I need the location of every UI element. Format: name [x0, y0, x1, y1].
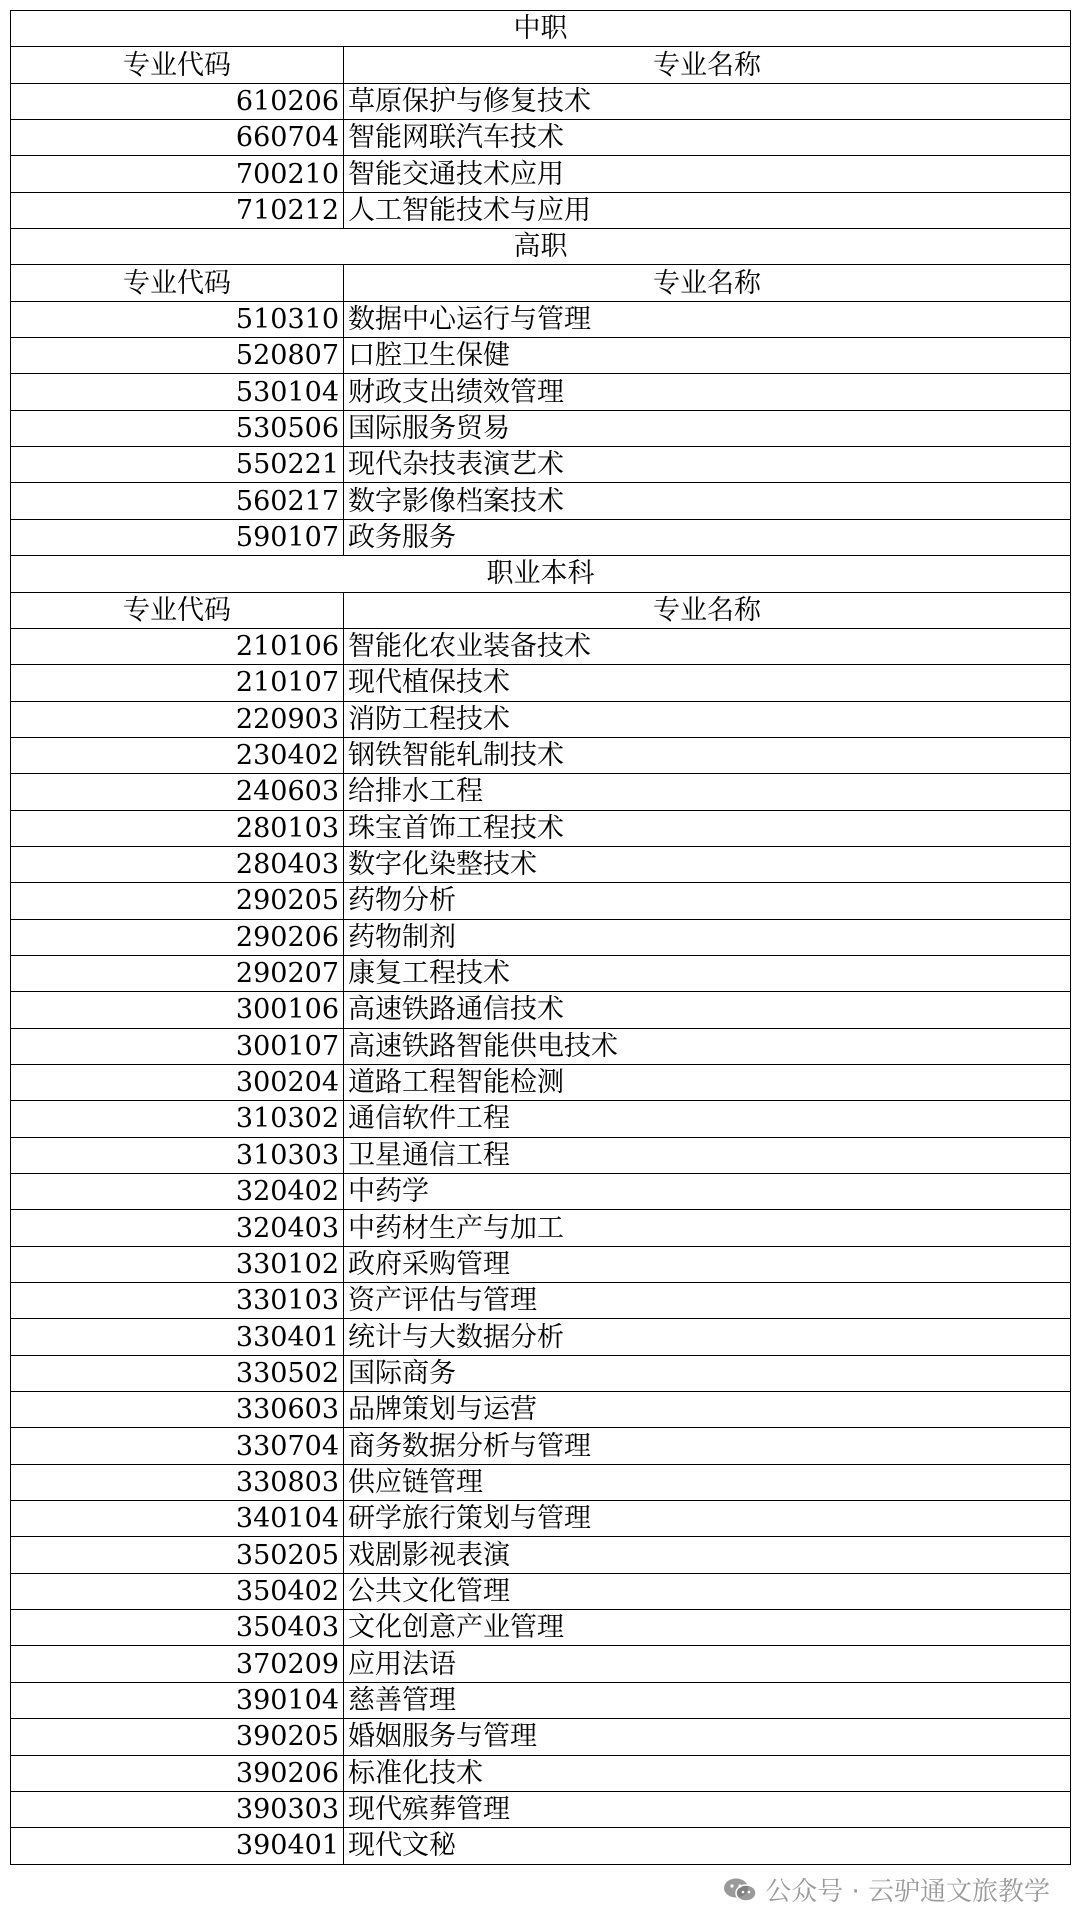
major-code: 350403	[11, 1610, 344, 1646]
table-row	[11, 519, 1071, 555]
table-row	[11, 1646, 1071, 1682]
major-name: 中药材生产与加工	[344, 1210, 1071, 1246]
major-name: 婚姻服务与管理	[344, 1719, 1071, 1755]
table-row	[11, 1501, 1071, 1537]
major-name: 数字影像档案技术	[344, 483, 1071, 519]
major-name: 给排水工程	[344, 774, 1071, 810]
table-row	[11, 1428, 1071, 1464]
table-row	[11, 665, 1071, 701]
column-header-name: 专业名称	[344, 47, 1071, 83]
major-name: 数据中心运行与管理	[344, 301, 1071, 337]
major-name: 通信软件工程	[344, 1101, 1071, 1137]
major-name: 药物制剂	[344, 919, 1071, 955]
major-name: 公共文化管理	[344, 1573, 1071, 1609]
table-row	[11, 1137, 1071, 1173]
section-title: 中职	[11, 11, 1071, 47]
major-code: 340104	[11, 1501, 344, 1537]
major-code: 350402	[11, 1573, 344, 1609]
table-row	[11, 1392, 1071, 1428]
table-row	[11, 774, 1071, 810]
table-row	[11, 1283, 1071, 1319]
major-code: 310303	[11, 1137, 344, 1173]
header-row	[11, 592, 1071, 628]
major-code: 530104	[11, 374, 344, 410]
table-row	[11, 1174, 1071, 1210]
major-name: 统计与大数据分析	[344, 1319, 1071, 1355]
table-row	[11, 483, 1071, 519]
major-code: 330103	[11, 1283, 344, 1319]
section-title: 高职	[11, 229, 1071, 265]
table-row	[11, 919, 1071, 955]
major-code: 390104	[11, 1682, 344, 1718]
table-row	[11, 1064, 1071, 1100]
major-name: 财政支出绩效管理	[344, 374, 1071, 410]
major-code: 390401	[11, 1828, 344, 1864]
major-name: 标准化技术	[344, 1755, 1071, 1791]
table-row	[11, 628, 1071, 664]
major-code: 320403	[11, 1210, 344, 1246]
major-name: 戏剧影视表演	[344, 1537, 1071, 1573]
major-code: 330603	[11, 1392, 344, 1428]
wechat-icon	[723, 1877, 757, 1903]
major-name: 研学旅行策划与管理	[344, 1501, 1071, 1537]
table-row	[11, 447, 1071, 483]
column-header-name: 专业名称	[344, 265, 1071, 301]
major-name: 口腔卫生保健	[344, 338, 1071, 374]
major-name: 消防工程技术	[344, 701, 1071, 737]
major-name: 珠宝首饰工程技术	[344, 810, 1071, 846]
table-row	[11, 1355, 1071, 1391]
major-name: 慈善管理	[344, 1682, 1071, 1718]
major-name: 道路工程智能检测	[344, 1064, 1071, 1100]
header-row	[11, 47, 1071, 83]
major-code: 530506	[11, 410, 344, 446]
major-code: 220903	[11, 701, 344, 737]
major-name: 国际商务	[344, 1355, 1071, 1391]
major-code: 280403	[11, 846, 344, 882]
major-name: 现代殡葬管理	[344, 1791, 1071, 1827]
section-title: 职业本科	[11, 556, 1071, 592]
major-name: 智能网联汽车技术	[344, 120, 1071, 156]
column-header-code: 专业代码	[11, 265, 344, 301]
major-name: 中药学	[344, 1174, 1071, 1210]
major-code: 590107	[11, 519, 344, 555]
table-row	[11, 120, 1071, 156]
major-code: 610206	[11, 83, 344, 119]
table-row	[11, 1101, 1071, 1137]
major-name: 资产评估与管理	[344, 1283, 1071, 1319]
major-code: 710212	[11, 192, 344, 228]
section-row	[11, 11, 1071, 47]
major-name: 文化创意产业管理	[344, 1610, 1071, 1646]
header-row	[11, 265, 1071, 301]
major-code: 290205	[11, 883, 344, 919]
major-name: 政府采购管理	[344, 1246, 1071, 1282]
column-header-code: 专业代码	[11, 47, 344, 83]
table-row	[11, 301, 1071, 337]
major-code: 510310	[11, 301, 344, 337]
section-row	[11, 229, 1071, 265]
major-name: 现代杂技表演艺术	[344, 447, 1071, 483]
major-code: 300107	[11, 1028, 344, 1064]
major-name: 供应链管理	[344, 1464, 1071, 1500]
major-code: 240603	[11, 774, 344, 810]
table-row	[11, 1610, 1071, 1646]
major-code: 370209	[11, 1646, 344, 1682]
major-code: 390205	[11, 1719, 344, 1755]
major-name: 康复工程技术	[344, 955, 1071, 991]
table-row	[11, 1246, 1071, 1282]
table-row	[11, 83, 1071, 119]
major-name: 智能化农业装备技术	[344, 628, 1071, 664]
major-code: 210107	[11, 665, 344, 701]
major-name: 卫星通信工程	[344, 1137, 1071, 1173]
major-name: 钢铁智能轧制技术	[344, 737, 1071, 773]
major-name: 国际服务贸易	[344, 410, 1071, 446]
major-code: 310302	[11, 1101, 344, 1137]
major-code: 210106	[11, 628, 344, 664]
major-code: 330803	[11, 1464, 344, 1500]
table-row	[11, 846, 1071, 882]
table-row	[11, 737, 1071, 773]
table-row	[11, 1719, 1071, 1755]
table-row	[11, 810, 1071, 846]
major-code: 520807	[11, 338, 344, 374]
major-name: 高速铁路通信技术	[344, 992, 1071, 1028]
table-row	[11, 156, 1071, 192]
major-name: 政务服务	[344, 519, 1071, 555]
table-row	[11, 1319, 1071, 1355]
table-row	[11, 1028, 1071, 1064]
table-row	[11, 1755, 1071, 1791]
major-code: 290206	[11, 919, 344, 955]
major-name: 人工智能技术与应用	[344, 192, 1071, 228]
table-row	[11, 701, 1071, 737]
table-row	[11, 338, 1071, 374]
major-code: 350205	[11, 1537, 344, 1573]
major-name: 应用法语	[344, 1646, 1071, 1682]
major-name: 商务数据分析与管理	[344, 1428, 1071, 1464]
table-row	[11, 1828, 1071, 1864]
table-row	[11, 1573, 1071, 1609]
watermark	[723, 1871, 1050, 1908]
major-name: 品牌策划与运营	[344, 1392, 1071, 1428]
table-row	[11, 410, 1071, 446]
major-name: 药物分析	[344, 883, 1071, 919]
column-header-name: 专业名称	[344, 592, 1071, 628]
major-code: 330704	[11, 1428, 344, 1464]
major-code: 280103	[11, 810, 344, 846]
major-code: 230402	[11, 737, 344, 773]
table-row	[11, 1791, 1071, 1827]
table-row	[11, 192, 1071, 228]
major-code: 700210	[11, 156, 344, 192]
column-header-code: 专业代码	[11, 592, 344, 628]
major-code: 550221	[11, 447, 344, 483]
major-code: 290207	[11, 955, 344, 991]
major-code: 300106	[11, 992, 344, 1028]
table-row	[11, 1682, 1071, 1718]
major-name: 草原保护与修复技术	[344, 83, 1071, 119]
table-row	[11, 1210, 1071, 1246]
major-code: 390206	[11, 1755, 344, 1791]
major-name: 数字化染整技术	[344, 846, 1071, 882]
major-code: 660704	[11, 120, 344, 156]
major-name: 智能交通技术应用	[344, 156, 1071, 192]
table-row	[11, 955, 1071, 991]
table-row	[11, 992, 1071, 1028]
major-code: 330502	[11, 1355, 344, 1391]
table-row	[11, 1464, 1071, 1500]
major-name: 现代文秘	[344, 1828, 1071, 1864]
major-name: 现代植保技术	[344, 665, 1071, 701]
major-code: 390303	[11, 1791, 344, 1827]
major-code: 330401	[11, 1319, 344, 1355]
watermark-text: 公众号 · 云驴通文旅教学	[765, 1877, 1050, 1907]
table-row	[11, 374, 1071, 410]
majors-table	[10, 10, 1071, 1865]
table-row	[11, 1537, 1071, 1573]
major-code: 320402	[11, 1174, 344, 1210]
major-code: 330102	[11, 1246, 344, 1282]
major-code: 300204	[11, 1064, 344, 1100]
table-row	[11, 883, 1071, 919]
major-code: 560217	[11, 483, 344, 519]
section-row	[11, 556, 1071, 592]
major-name: 高速铁路智能供电技术	[344, 1028, 1071, 1064]
